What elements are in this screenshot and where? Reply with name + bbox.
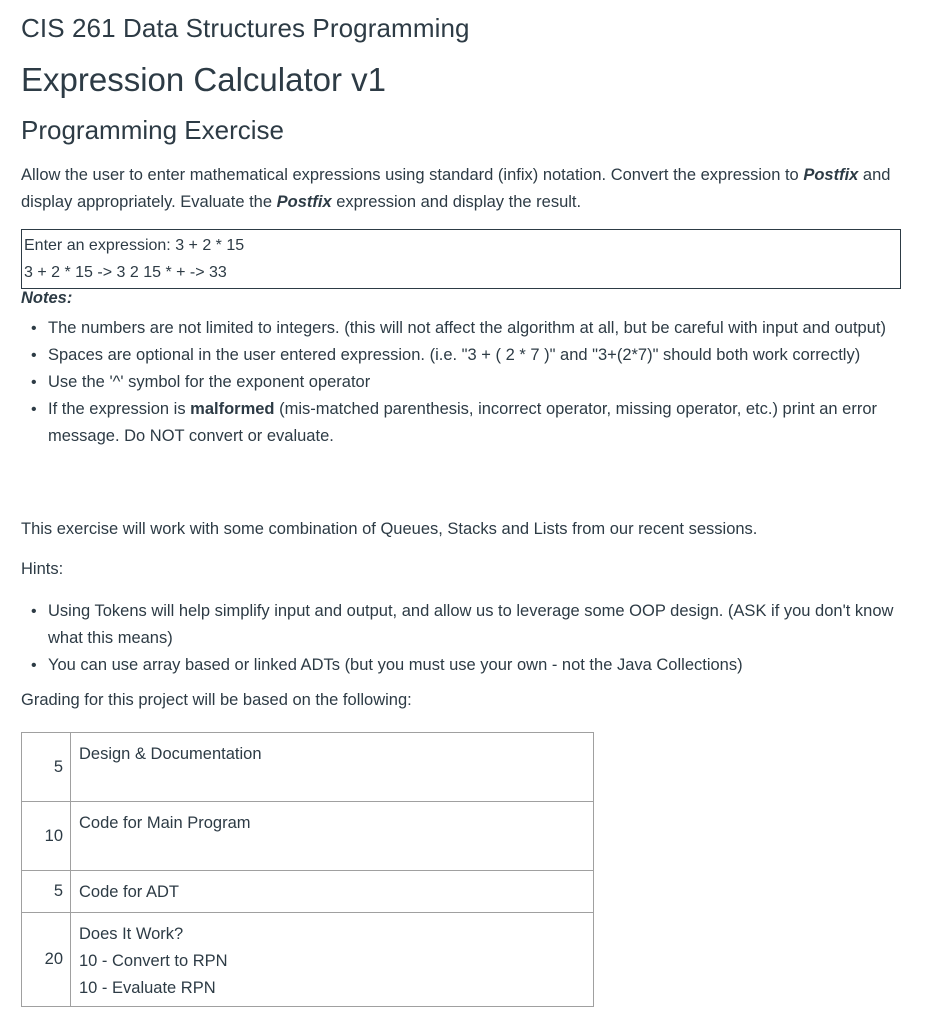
notes-item: • The numbers are not limited to integers. (this will not affect the algorithm at all, but be careful with input and output) — [48, 315, 901, 342]
postfix-emphasis-1: Postfix — [803, 166, 859, 184]
intro-text-2: and display appropriately. Evaluate the — [21, 166, 891, 211]
sample-console-output — [21, 229, 901, 289]
notes-item: • Spaces are optional in the user entered expression. (i.e. "3 + ( 2 * 7 )" and "3+(2*7)" should both work correctly) — [48, 342, 901, 369]
criterion-line: Does It Work? — [79, 925, 184, 943]
grading-intro: Grading for this project will be based on the following: — [21, 691, 412, 709]
criterion-line: 10 - Evaluate RPN — [79, 979, 216, 997]
page-title: Expression Calculator v1 — [21, 61, 386, 98]
notes-heading: Notes: — [21, 289, 73, 307]
combination-text: This exercise will work with some combination of Queues, Stacks and Lists from our recent sessions. — [21, 520, 758, 538]
table-row — [22, 802, 594, 871]
points-cell: 10 — [22, 802, 71, 871]
malformed-emphasis: malformed — [190, 400, 275, 418]
course-title: CIS 261 Data Structures Programming — [21, 13, 470, 43]
points-cell: 20 — [22, 913, 71, 1007]
criterion-cell: Code for ADT — [71, 871, 594, 913]
hints-heading: Hints: — [21, 560, 64, 578]
notes-item — [48, 396, 901, 450]
points-cell: 5 — [22, 733, 71, 802]
notes-list — [21, 315, 901, 450]
intro-text-3: expression and display the result. — [331, 193, 582, 211]
notes-item-4-post: (mis-matched parenthesis, incorrect operator, missing operator, etc.) print an error message. Do NOT convert or evaluate. — [48, 400, 878, 445]
intro-text-1: Allow the user to enter mathematical expressions using standard (infix) notation. Convert the expression to — [21, 166, 804, 184]
postfix-emphasis-2: Postfix — [276, 193, 332, 211]
table-row — [22, 913, 594, 1007]
hints-item: • You can use array based or linked ADTs (but you must use your own - not the Java Collections) — [48, 652, 901, 679]
criterion-cell: Design & Documentation — [71, 733, 594, 802]
criterion-cell: Code for Main Program — [71, 802, 594, 871]
criterion-line: 10 - Convert to RPN — [79, 952, 228, 970]
table-row — [22, 733, 594, 802]
grading-table — [21, 732, 594, 1007]
intro-paragraph — [21, 162, 901, 216]
console-line-result: 3 + 2 * 15 -> 3 2 15 * + -> 33 — [24, 264, 227, 281]
hints-list — [21, 598, 901, 679]
criterion-cell — [71, 913, 594, 1007]
section-title: Programming Exercise — [21, 115, 284, 145]
points-cell: 5 — [22, 871, 71, 913]
table-row — [22, 871, 594, 913]
notes-item: • Use the '^' symbol for the exponent operator — [48, 369, 901, 396]
notes-item-4-pre: If the expression is — [48, 400, 191, 418]
hints-item: • Using Tokens will help simplify input and output, and allow us to leverage some OOP design. (ASK if you don't know what this means) — [48, 598, 901, 652]
console-line-input: Enter an expression: 3 + 2 * 15 — [24, 237, 245, 254]
